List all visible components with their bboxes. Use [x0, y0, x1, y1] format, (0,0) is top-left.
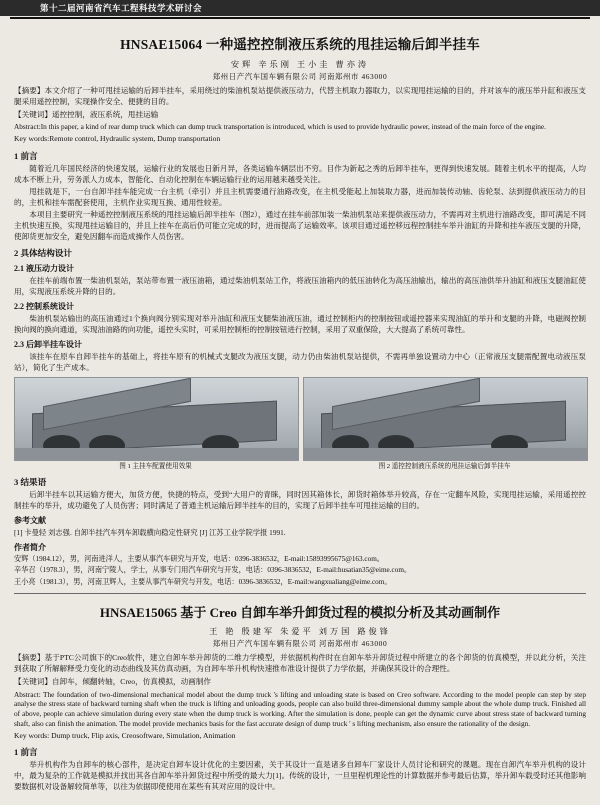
- article-2-section-1-para: 举升机构作为自卸车的核心部件，是决定自卸车设计优化的主要因素，关于其设计一直是诸多自卸车厂家设计人员讨论和研究的课题。现在自卸汽车举升机构的设计中，最为复杂的工作就是模拟并找出其各自卸车举升卸货过程中所受的最大力[1]。传统的设计，一旦里程机理论性的计算数据并参考最后估算，举升卸车载受时还其他影响要数据机对设备解较简单等，以往为依据即使使用在某些有其对应用的设计中。: [14, 760, 586, 792]
- article-1-sub-2-1-para: 在挂车前端布置一柴油机泵站，泵站带布置一液压油箱，通过柴油机泵站工作，将液压油箱内的低压油转化为高压油输出，输出的高压油供举升油缸和液压支腿油缸使用，实现液压系统升降的目的。: [14, 275, 586, 296]
- article-1-sub-2-1-heading: 2.1 液压动力设计: [14, 263, 74, 273]
- article-1-sub-2-2-heading: 2.2 控制系统设计: [14, 301, 74, 311]
- article-2-title: HNSAE15065 基于 Creo 自卸车举升卸货过程的模拟分析及其动画制作: [99, 605, 501, 621]
- article-1-section-1-para-2: 甩挂就是下，一台自卸半挂车能完成一台主机（牵引）并且主机需要通行油路改变，在主机受能起上加装取力器，进而加装传动轴、齿轮泵、法到提供液压动力的目的，主机和挂车需配套使用，主机作业实现互换、通用性较差。: [14, 186, 586, 207]
- running-header-text: 第十二届河南省汽车工程科技学术研讨会: [40, 3, 203, 13]
- article-1-bio-3: 王小亮（1981.3），男，河南卫辉人，主要从事汽车研究与开发，电话：0396-3836532，E-mail:wangxualiang@eime.com。: [14, 577, 392, 586]
- article-1-affiliation: 郑州日产汽车国车辆有限公司 河南郑州市 463000: [212, 72, 388, 81]
- article-1-references-heading: 参考文献: [14, 515, 46, 525]
- article-1-bios-heading: 作者简介: [14, 543, 46, 553]
- ground-plane: [15, 448, 298, 459]
- article-divider: [14, 593, 586, 594]
- article-1-bio-1: 安辉（1984.12），男，河南进洋人，主要从事汽车研究与开发，电话：0396-3836532，E-mail:15893995675@163.com。: [14, 555, 384, 564]
- page-content: [0, 19, 600, 799]
- article-2-authors: 王 艳 殷建军 朱爱平 刘万国 路俊锋: [209, 627, 391, 637]
- article-1-title: HNSAE15064 一种遥控控制液压系统的甩挂运输后卸半挂车: [120, 37, 480, 52]
- article-1-keywords: 【关键词】遥控控制，液压系统，甩挂运输: [14, 109, 159, 119]
- article-1-sub-2-3-para: 该挂车在原车自卸半挂车的基础上，将挂车原有的机械式支腿改为液压支腿，动力仍由柴油机泵站提供，不需再单独设置动力中心（正常液压支腿需配置电动液压泵站），简化了生产成本。: [14, 351, 586, 372]
- ground-plane: [304, 448, 587, 459]
- article-1-section-1-para-3: 本项目主要研究一种遥控控制液压系统的甩挂运输后卸半挂车（图2），通过在挂车前部加装一柴油机泵站来提供液压动力，不需再对主机进行油路改变，即可满足不同主机快速互换，实现甩挂运输目的，并且上挂车在高后仍可能立完成的时，进而提高了运输效率。该项目通过遥控移远程控制挂车举升油缸的升降和挂车液压支腿的升降，使卸货更加安全，避免因翻车而造成操作人员伤害。: [14, 209, 586, 241]
- page-footer-space: [14, 793, 586, 799]
- figure-1: [14, 377, 297, 471]
- article-1-section-2-heading: 2 具体结构设计: [14, 247, 73, 258]
- figure-2-caption: 图 2 遥控控制液压系统的甩挂运输后卸半挂车: [378, 462, 511, 470]
- article-1-section-3-para: 后卸半挂车以其运输方便大，加货方便，快捷的特点，受到“大用户的青睐，同时因其箱体长，卸货时箱体举升较高，存在一定翻车风险，实现甩挂运输，采用遥控控制挂车的举升，成功避免了人员伤害；同时满足了普通主机运输后卸半挂车的目的，实现了后卸半挂车可甩挂运输的目的。: [14, 489, 586, 510]
- article-1-section-1-para-1: 随着近几年国民经济的快速发展，运输行业的发展也日新月异，各类运输车辆层出不穷。目作为新起之秀的后卸半挂车，更得到快速发展。随着主机水平的提高，人均成本不断上升，劳务派人力成本，智能化、自动化控制在车辆运输行业的运用越来越受关注。: [14, 163, 586, 184]
- figure-2-image: [303, 377, 588, 461]
- figure-1-image: [14, 377, 299, 461]
- article-2-keywords: 【关键词】自卸车，倾翻转轴，Creo，仿真模拟，动画制作: [14, 676, 212, 686]
- article-2-section-1-heading: 1 前言: [14, 747, 38, 758]
- article-2-en-keywords: Key words: Dump truck, Flip axis, Creosoftware, Simulation, Animation: [14, 730, 236, 740]
- figure-1-caption: 图 1 主挂车配置使用效果: [119, 462, 192, 470]
- article-1-sub-2-3-heading: 2.3 后卸半挂车设计: [14, 339, 82, 349]
- article-1-abstract: 【摘要】本文介绍了一种可甩挂运输的后卸半挂车，采用绕过的柴油机泵站提供液压动力，代替主机取力器取力，以实现甩挂运输的目的，并对该车的液压举升缸和液压支腿采用遥控控制，实现操作安全、便捷的目的。: [14, 86, 586, 106]
- article-1-sub-2-2-para: 柴油机泵站输出的高压油通过1个换向阀分别实现对举升油缸和液压支腿柴油液压油，通过控制柜内的控制按钮或遥控器来实现油缸的举升和支腿的升降，电磁阀控制换向阀的换向通道，实现油油路的向功能，遥控头实时，可采用控制柜的控制按钮进行控制，采用了双重保险，大大提高了系统可靠性。: [14, 313, 586, 334]
- figure-2: [303, 377, 586, 471]
- article-1-reference-item: [1] 卡曼轻 刘志强. 自卸半挂汽车列车卸载横向稳定性研究 [J] 江苏工业学院学报 1991.: [14, 527, 286, 537]
- article-1-en-keywords: Key words:Remote control, Hydraulic system, Dump transportation: [14, 133, 221, 143]
- running-header: [0, 0, 600, 16]
- article-1-bio-2: 辛华召（1978.3），男，河南宁陵人，学士，从事专门用汽车研究与开发，电话：0396-3836532，E-mail:husatian35@eime.com。: [14, 566, 412, 575]
- article-1-authors: 安辉 辛乐刚 王小圭 曹亦涛: [230, 60, 370, 69]
- article-2-en-abstract: Abstract: The foundation of two-dimensional mechanical model about the dump truck 's lifting and unloading state is based on Creo software. According to the model people can step by step analyse the stress state of backward turning shaft when the truck is lifting and unloading goods, people can also build three-dimensional dummy sample about the whole dump truck. Finished all of above, people can achieve simulation during every state when the dump truck is working. After the simulation is done, people can get the dynamic curve about stress state of backward turning shaft, also can finish the animation. The model provide mechanics basis for the fast accurate design of dump truck ' s lifting mechanism, also ensure the rationality of the design.: [14, 689, 586, 728]
- article-1-section-1-heading: 1 前言: [14, 150, 38, 161]
- article-2-abstract: 【摘要】基于PTC公司旗下的Creo软件，建立自卸车举升卸货的二维力学模型，并依据机构件时在自卸车举升卸货过程中所建立的各个卸货的仿真模型，并以此分析，关注到获取了所解解释受力变化的动态曲线及其仿真动画，为自卸车举升机构快速推布准设计提供了力学依据，并确保其设计的合理性。: [14, 653, 586, 674]
- article-1-section-3-heading: 3 结果语: [14, 476, 47, 487]
- article-2-affiliation: 郑州日产汽车国车辆有限公司 河南郑州市 463000: [212, 639, 388, 649]
- article-1: [14, 33, 586, 587]
- article-1-en-abstract: Abstract:In this paper, a kind of rear dump truck which can dump truck transportation is introduced, which is used to provide hydraulic power, instead of the main force of the engine.: [14, 122, 546, 132]
- article-2: [14, 602, 586, 792]
- article-1-figures: [14, 377, 586, 471]
